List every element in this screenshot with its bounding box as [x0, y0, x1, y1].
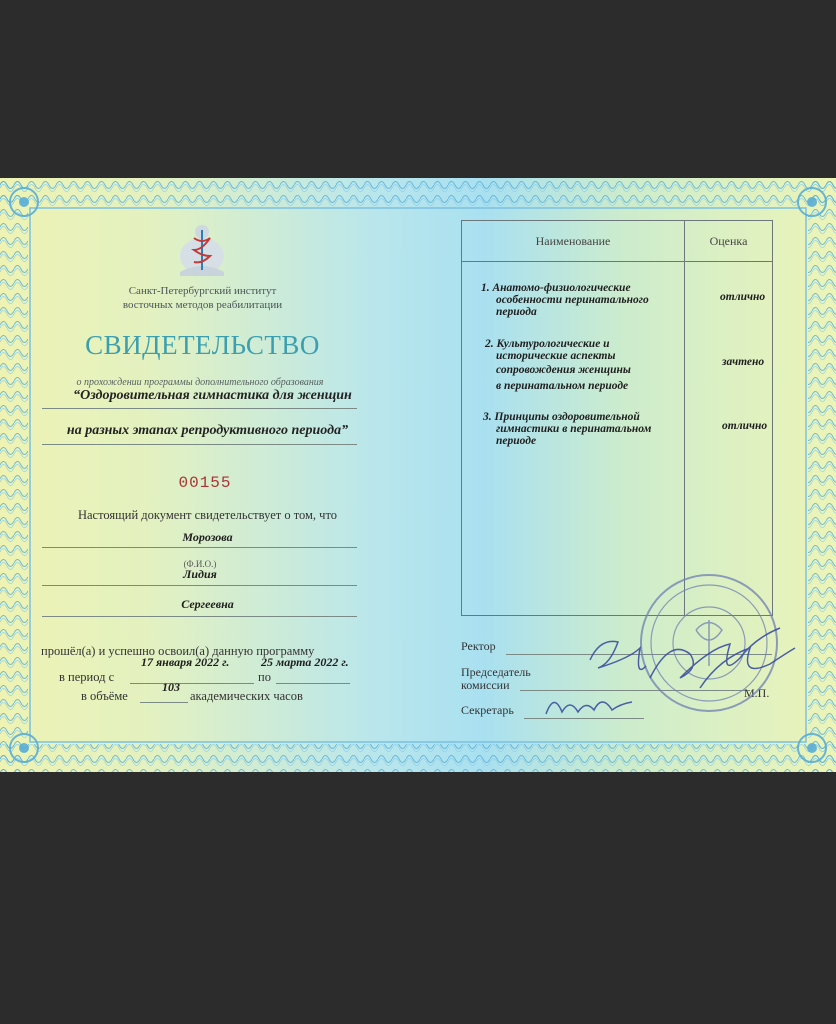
subject-3-line2: гимнастики в перинатальном	[496, 423, 652, 435]
person-name: Лидия	[183, 567, 217, 581]
fio-label: (Ф.И.О.)	[183, 559, 217, 569]
secretary-signature-icon	[540, 686, 640, 722]
institute-logo-icon	[176, 220, 228, 278]
chair-label-line2: комиссии	[461, 678, 510, 692]
person-surname: Морозова	[182, 530, 233, 544]
subject-1-line1: 1. Анатомо-физиологические	[481, 282, 631, 294]
program-intro: о прохождении программы дополнительного образования	[76, 377, 324, 388]
course-underline-1	[42, 408, 357, 409]
subject-2-line1: 2. Культурологические и	[485, 338, 610, 350]
chair-label-line1: Председатель	[461, 665, 531, 679]
subject-2-line4: в перинатальном периоде	[496, 380, 629, 392]
completion-text: прошёл(а) и успешно освоил(а) данную программу	[41, 644, 315, 658]
date-from-underline	[130, 683, 254, 684]
course-underline-2	[42, 444, 357, 445]
certificate	[0, 178, 836, 772]
course-title-line1: “Оздоровительная гимнастика для женщин	[73, 388, 352, 403]
table-header-grade: Оценка	[685, 221, 773, 262]
volume-label: в объёме	[81, 689, 128, 703]
statement-text: Настоящий документ свидетельствует о том, что	[77, 508, 338, 522]
hours-value: 103	[162, 680, 180, 694]
grade-2: зачтено	[722, 356, 765, 368]
name-underline	[42, 585, 357, 586]
subject-1-line2: особенности перинатального	[496, 294, 649, 306]
subject-3-line3: периоде	[496, 435, 537, 447]
hours-label: академических часов	[190, 689, 303, 703]
patronymic-underline	[42, 616, 357, 617]
secretary-label: Секретарь	[461, 703, 514, 717]
subject-2-line2: исторические аспекты	[496, 350, 616, 362]
surname-underline	[42, 547, 357, 548]
date-to: 25 марта 2022 г.	[261, 655, 349, 669]
institute-name-line2: восточных методов реабилитации	[122, 299, 283, 311]
subject-1-line3: периода	[496, 306, 537, 318]
document-title: СВИДЕТЕЛЬСТВО	[85, 330, 320, 360]
person-patronymic: Сергеевна	[181, 597, 234, 611]
document-number: 00155	[178, 474, 232, 492]
period-label: в период с	[59, 670, 115, 684]
hours-underline	[140, 702, 188, 703]
rector-label: Ректор	[461, 639, 496, 653]
grade-1: отлично	[720, 291, 766, 303]
table-header-name: Наименование	[462, 221, 685, 262]
to-label: по	[258, 670, 271, 684]
course-title-line2: на разных этапах репродуктивного периода”	[66, 423, 349, 438]
subject-2-line3: сопровождения женщины	[496, 364, 631, 376]
date-from: 17 января 2022 г.	[141, 655, 230, 669]
date-to-underline	[276, 683, 350, 684]
grade-3: отлично	[722, 420, 768, 432]
seal-label: М.П.	[744, 686, 770, 700]
subject-3-line1: 3. Принципы оздоровительной	[483, 411, 640, 423]
institute-name-line1: Санкт-Петербургский институт	[128, 285, 277, 297]
